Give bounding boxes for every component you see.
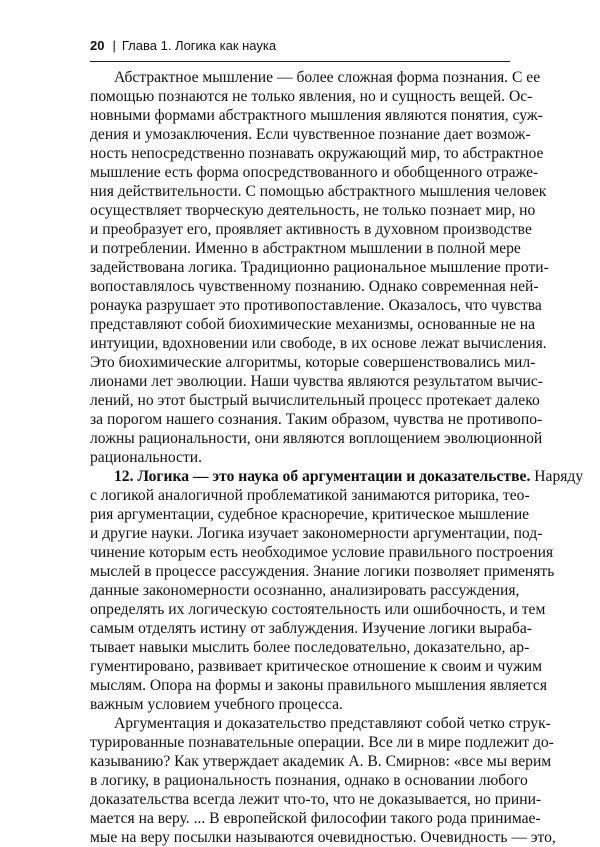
text-line: с логикой аналогичной проблематикой занимаются риторика, тео- — [90, 487, 530, 504]
text-line: казыванию? Как утверждает академик А. В. Смирнов: «все мы верим — [90, 753, 552, 770]
text-line: за порогом нашего сознания. Таким образом, чувства не противопо- — [90, 411, 543, 428]
section-heading: 12. Логика — это наука об аргументации и доказательстве. — [114, 468, 531, 485]
text-line: помощью познаются не только явления, но и сущность вещей. Ос- — [90, 88, 533, 105]
text-line: гументировано, развивает критическое отношение к своим и чужим — [90, 658, 542, 675]
text-line: дения и умозаключения. Если чувственное познание дает возмож- — [90, 126, 531, 143]
section-heading-line — [90, 467, 584, 486]
text-line: Это биохимические алгоритмы, которые совершенствовались мил- — [90, 354, 536, 371]
text-line: тывает навыки мыслить более последовательно, доказательно, ар- — [90, 639, 530, 656]
text-line: данные закономерности осознанно, анализировать рассуждения, — [90, 582, 520, 599]
section-heading-tail: Наряду — [530, 468, 584, 485]
header-separator: | — [112, 38, 116, 53]
text-line: мышление есть форма опосредствованного и обобщенного отраже- — [90, 164, 539, 181]
text-line: задействована логика. Традиционно рациональное мышление проти- — [90, 259, 549, 276]
text-line: чинение которым есть необходимое условие правильного построения — [90, 544, 554, 561]
text-line: интуиции, вдохновении или свободе, в их основе лежат вычисления. — [90, 335, 547, 352]
page-number: 20 — [90, 38, 105, 53]
text-line: и другие науки. Логика изучает закономерности аргументации, под- — [90, 525, 543, 542]
text-line: осуществляет творческую деятельность, не только познает мир, но — [90, 202, 536, 219]
text-line: мыслям. Опора на формы и законы правильного мышления является — [90, 677, 548, 694]
text-line: ронаука разрушает это противопоставление. Оказалось, что чувства — [90, 297, 542, 314]
text-line: мые на веру посылки называются очевидностью. Очевидность — это, — [90, 829, 556, 846]
text-line: новными формами абстрактного мышления являются понятия, суж- — [90, 107, 543, 124]
text-line: мыслей в процессе рассуждения. Знание логики позволяет применять — [90, 563, 555, 580]
text-line: и преобразует его, проявляет активность в духовном производстве — [90, 221, 532, 238]
text-line: рия аргументации, судебное красноречие, критическое мышление — [90, 506, 530, 523]
chapter-title: Глава 1. Логика как наука — [121, 38, 277, 53]
text-line: вопоставлялось чувственному познанию. Однако современная ней- — [90, 278, 539, 295]
text-line: самым отделять истину от заблуждения. Изучение логики выраба- — [90, 620, 532, 637]
text-line: рациональности. — [90, 449, 203, 466]
text-line: Абстрактное мышление — более сложная форма познания. С ее — [114, 69, 541, 86]
text-line: и потреблении. Именно в абстрактном мышлении в полной мере — [90, 240, 521, 257]
text-line: турированные познавательные операции. Все ли в мире подлежит до- — [90, 734, 554, 751]
text-line: ложны рациональности, они являются воплощением эволюционной — [90, 430, 543, 447]
text-line: важным условием учебного процесса. — [90, 696, 343, 713]
body-text — [90, 68, 584, 847]
running-header — [90, 38, 510, 62]
text-line: лионами лет эволюции. Наши чувства являются результатом вычис- — [90, 373, 543, 390]
text-line: Аргументация и доказательство представляют собой четко струк- — [114, 715, 551, 732]
text-line: мается на веру. ... В европейской философии такого рода принимае- — [90, 810, 541, 827]
text-line: представляют собой биохимические механизмы, основанные не на — [90, 316, 536, 333]
text-line: ния действительности. С помощью абстрактного мышления человек — [90, 183, 547, 200]
text-line: доказательства всегда лежит что-то, что не доказывается, но прини- — [90, 791, 542, 808]
text-line: лений, но этот быстрый вычислительный процесс протекает далеко — [90, 392, 540, 409]
text-line: в логику, в рациональность познания, однако в основании любого — [90, 772, 528, 789]
text-line: ность непосредственно познавать окружающий мир, то абстрактное — [90, 145, 544, 162]
text-line: определять их логическую состоятельность или ошибочность, и тем — [90, 601, 546, 618]
